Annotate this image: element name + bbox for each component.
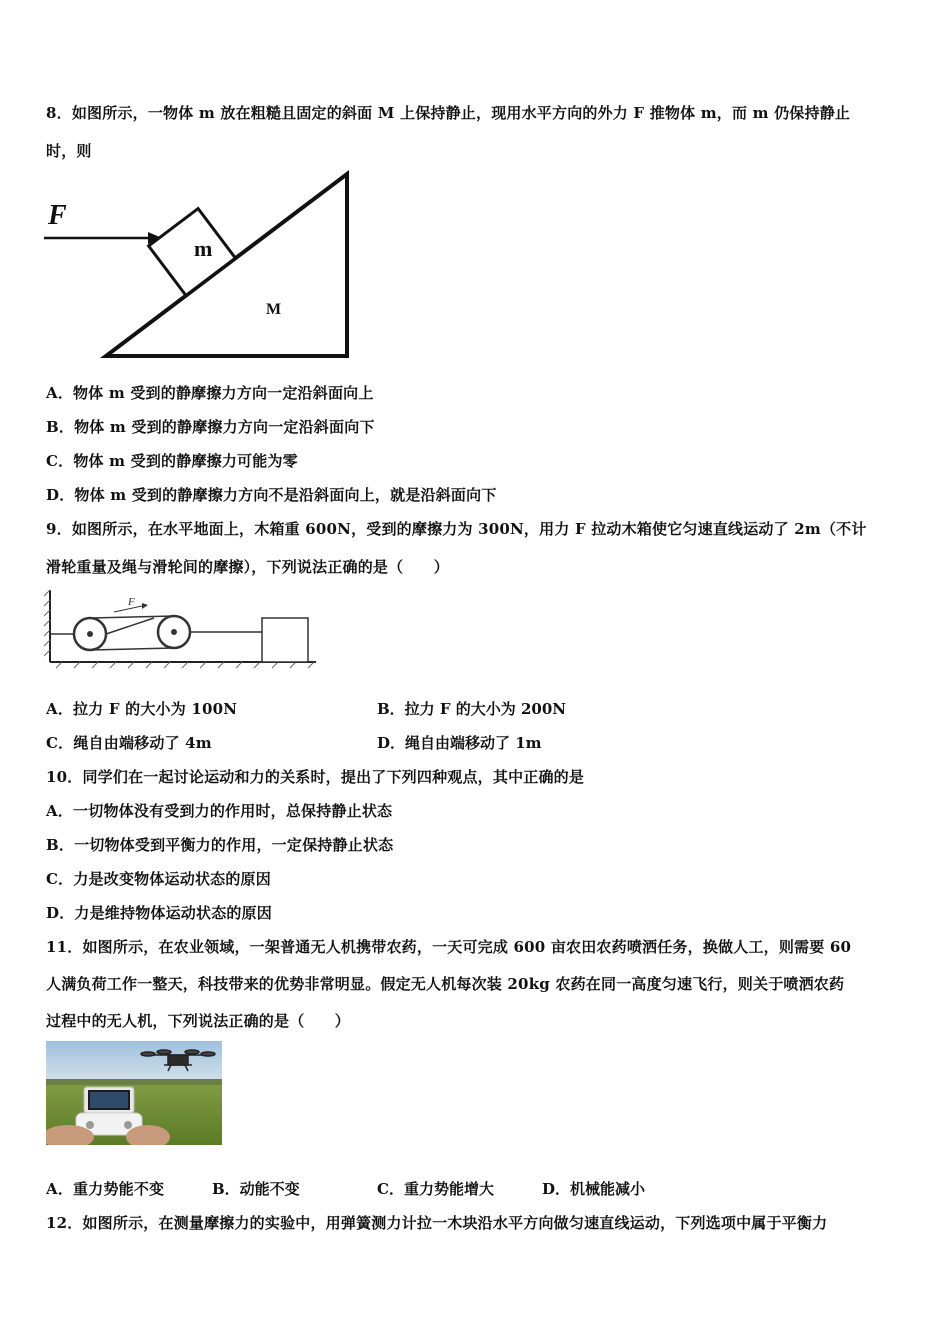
q10-option-a: A．一切物体没有受到力的作用时，总保持静止状态 bbox=[46, 802, 393, 820]
q8-option-b: B．物体 m 受到的静摩擦力方向一定沿斜面向下 bbox=[46, 418, 375, 436]
q9-option-a: A．拉力 F 的大小为 100N bbox=[46, 700, 238, 718]
q8-stem-line1: 8．如图所示，一物体 m 放在粗糙且固定的斜面 M 上保持静止，现用水平方向的外力 F 推物体 m，而 m 仍保持静止 bbox=[46, 104, 851, 122]
q12-stem-line1: 12．如图所示，在测量摩擦力的实验中，用弹簧测力计拉一木块沿水平方向做匀速直线运动，下列选项中属于平衡力 bbox=[46, 1214, 828, 1232]
q9-force-label: F bbox=[128, 596, 135, 608]
q9-option-d: D．绳自由端移动了 1m bbox=[377, 734, 542, 752]
q8-option-a: A．物体 m 受到的静摩擦力方向一定沿斜面向上 bbox=[46, 384, 374, 402]
q9-option-c: C．绳自由端移动了 4m bbox=[46, 734, 212, 752]
q10-option-d: D．力是维持物体运动状态的原因 bbox=[46, 904, 273, 922]
q11-option-c: C．重力势能增大 bbox=[377, 1180, 494, 1198]
remote-controller-icon bbox=[76, 1087, 142, 1135]
q9-stem-line1: 9．如图所示，在水平地面上，木箱重 600N，受到的摩擦力为 300N，用力 F 拉动木箱使它匀速直线运动了 2m（不计 bbox=[46, 520, 867, 538]
q8-incline-figure bbox=[44, 168, 356, 364]
q11-stem-line2: 人满负荷工作一整天，科技带来的优势非常明显。假定无人机每次装 20kg 农药在同一高度匀速飞行，则关于喷洒农药 bbox=[46, 975, 845, 993]
q8-option-d: D．物体 m 受到的静摩擦力方向不是沿斜面向上，就是沿斜面向下 bbox=[46, 486, 497, 504]
drone-field-photo bbox=[46, 1041, 222, 1145]
block-m bbox=[149, 209, 236, 296]
q9-option-b: B．拉力 F 的大小为 200N bbox=[377, 700, 567, 718]
q11-stem-line1: 11．如图所示，在农业领域，一架普通无人机携带农药，一天可完成 600 亩农田农药喷洒任务，换做人工，则需要 60 bbox=[46, 938, 852, 956]
q11-option-a: A．重力势能不变 bbox=[46, 1180, 165, 1198]
q10-option-b: B．一切物体受到平衡力的作用，一定保持静止状态 bbox=[46, 836, 394, 854]
q10-stem: 10．同学们在一起讨论运动和力的关系时，提出了下列四种观点，其中正确的是 bbox=[46, 768, 585, 786]
q11-option-d: D．机械能减小 bbox=[542, 1180, 646, 1198]
q11-stem-line3: 过程中的无人机，下列说法正确的是（ ） bbox=[46, 1012, 351, 1030]
q8-stem-line2: 时，则 bbox=[46, 142, 92, 160]
q11-option-b: B．动能不变 bbox=[212, 1180, 300, 1198]
q8-incline-label: M bbox=[266, 301, 282, 318]
q8-block-label: m bbox=[194, 236, 213, 261]
q9-pulley-figure bbox=[44, 588, 320, 670]
q9-stem-line2: 滑轮重量及绳与滑轮间的摩擦），下列说法正确的是（ ） bbox=[46, 558, 449, 576]
q10-option-c: C．力是改变物体运动状态的原因 bbox=[46, 870, 271, 888]
q8-force-label: F bbox=[48, 200, 67, 231]
q8-option-c: C．物体 m 受到的静摩擦力可能为零 bbox=[46, 452, 298, 470]
wooden-box bbox=[262, 618, 308, 662]
